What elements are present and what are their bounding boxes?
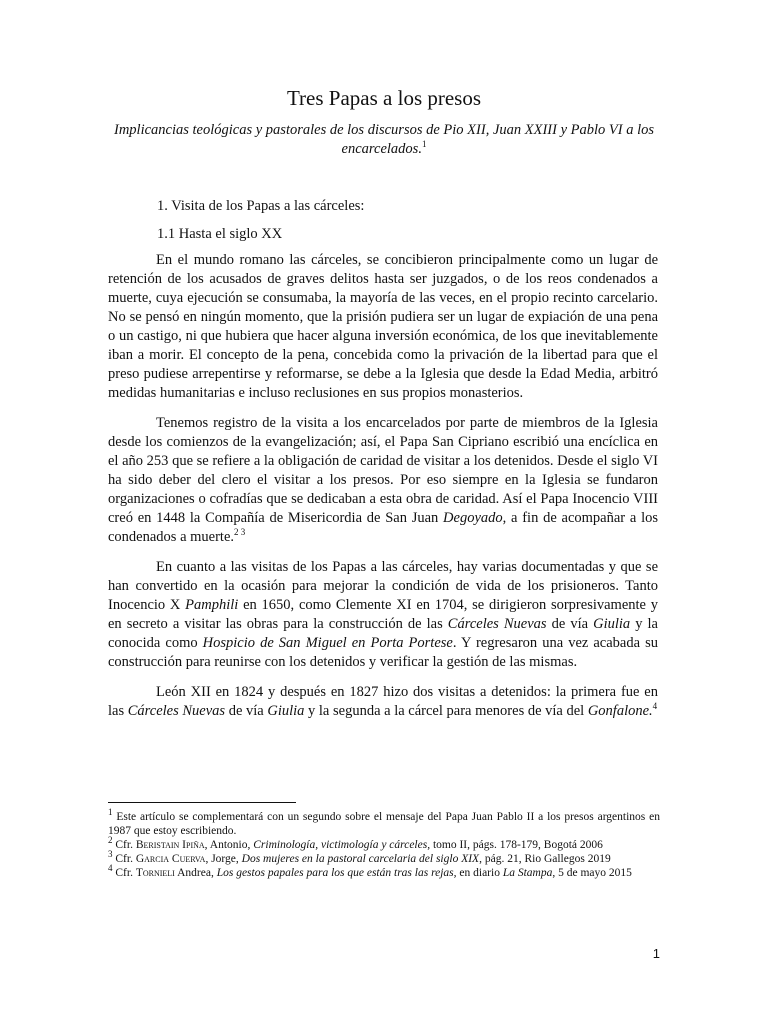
paragraph-3-text: en 1650, como Clemente XI en 1704, se dirigieron sorpresivamente y en secreto a visitar las obras para la construcción de las (108, 597, 658, 632)
page-number: 1 (652, 946, 660, 961)
footnote-2 (108, 835, 660, 852)
body-text (108, 251, 658, 732)
footnote-refs-2-3[interactable]: 2 3 (234, 527, 246, 538)
page-subtitle (108, 121, 660, 159)
footnote-author: Garcia Cuerva (135, 853, 206, 865)
subtitle-text: Implicancias teológicas y pastorales de los discursos de Pio XII, Juan XXIII y Pablo VI a los encarcelados. (113, 122, 655, 157)
footnote-number: 2 (108, 835, 113, 846)
page-title: Tres Papas a los presos (286, 86, 482, 110)
paragraph-2-emphasis: Degoyado (443, 510, 503, 526)
paragraph-2 (108, 414, 658, 547)
footnote-newspaper: La Stampa (502, 867, 553, 879)
footnote-text: Este artículo se complementará con un segundo sobre el mensaje del Papa Juan Pablo II a los presos argentinos en 1987 que estoy escribiendo. (108, 811, 660, 837)
footnote-text: Andrea, (174, 867, 217, 879)
footnote-number: 1 (108, 807, 113, 818)
paragraph-3-emphasis: Cárceles Nuevas (447, 616, 547, 632)
footnote-text: Cfr. (112, 867, 136, 879)
footnote-text: , pág. 21, Rio Gallegos 2019 (479, 853, 611, 865)
paragraph-4-text: y la segunda a la cárcel para menores de vía del (304, 703, 588, 719)
footnote-text: Cfr. (112, 853, 136, 865)
footnote-text: , Antonio, (204, 839, 254, 851)
paragraph-1: En el mundo romano las cárceles, se concibieron principalmente como un lugar de retención de los acusados de graves delitos hasta ser juzgados, o de los reos condenados a muerte, cuya ejecución se consumaba, la mayoría de las veces, en el propio recinto carcelario. No se pensó en ningún momento, que la prisión pudiera ser un lugar de expiación de una pena o un castigo, ni que hubiera que hacer alguna inversión económica, de los que inevitablemente iban a morir. El concepto de la pena, concebida como la privación de la libertad para que el preso pudiese arrepentirse y reformarse, se debe a la Iglesia que desde la Edad Media, arbitró medidas humanitarias e incluso reclusiones en sus propios monasterios. (108, 252, 658, 401)
paragraph-4-emphasis: Giulia (267, 703, 305, 719)
section-heading: 1. Visita de los Papas a las cárceles: (157, 198, 365, 214)
footnote-number: 4 (108, 863, 113, 874)
footnote-text: en diario (456, 867, 503, 879)
paragraph-4-text: León XII en 1824 y después en 1827 hizo dos visitas a detenidos: la primera fue en las (108, 684, 658, 719)
footnote-4 (108, 863, 660, 880)
paragraph-3-text: . Y regresaron una vez acabada su construcción para reunirse con los detenidos y verificar la gestión de las mismas. (108, 635, 658, 670)
paragraph-2-text-end: , a fin de acompañar a los condenados a muerte. (108, 510, 658, 545)
footnote-title: Criminología, victimología y cárceles, (253, 839, 431, 851)
paragraph-4 (108, 683, 658, 721)
footnote-author: Tornieli (135, 867, 175, 879)
footnote-divider (108, 802, 296, 803)
subsection-heading: 1.1 Hasta el siglo XX (157, 226, 283, 242)
footnote-text: tomo II, págs. 178-179, Bogotá 2006 (430, 839, 603, 851)
paragraph-3-emphasis: Giulia (593, 616, 631, 632)
paragraph-4-emphasis: Gonfalone. (587, 703, 653, 719)
footnote-1 (108, 807, 660, 838)
paragraph-4-text: de vía (225, 703, 268, 719)
footnote-author: Beristain Ipiña (135, 839, 205, 851)
footnote-text: , 5 de mayo 2015 (552, 867, 632, 879)
footnote-title: Dos mujeres en la pastoral carcelaria del siglo XIX (241, 853, 480, 865)
footnote-3 (108, 849, 660, 866)
paragraph-2-text: Tenemos registro de la visita a los encarcelados por parte de miembros de la Iglesia desde los comienzos de la evangelización; así, el Papa San Cipriano escribió una encíclica en el año 253 que se refiere a la obligación de caridad de visitar a los detenidos. Desde el siglo VI ha sido deber del clero el visitar a los presos. Por eso siempre en la Iglesia se fundaron organizaciones o cofradías que se dedicaban a esta obra de caridad. Así el Papa Inocencio VIII creó en 1448 la Compañía de Misericordia de San Juan (108, 415, 658, 526)
footnote-number: 3 (108, 849, 113, 860)
footnote-text: Cfr. (112, 839, 136, 851)
footnote-ref-4[interactable]: 4 (652, 701, 658, 712)
paragraph-3-text: de vía (546, 616, 594, 632)
footnote-text: , Jorge, (205, 853, 242, 865)
footnote-title: Los gestos papales para los que están tras las rejas, (216, 867, 457, 879)
paragraph-3-text: y la conocida como (108, 616, 658, 651)
paragraph-4-emphasis: Cárceles Nuevas (127, 703, 226, 719)
paragraph-3-emphasis: Pamphili (185, 597, 239, 613)
paragraph-3 (108, 558, 658, 672)
paragraph-3-text: En cuanto a las visitas de los Papas a las cárceles, hay varias documentadas y que se han convertido en la ocasión para mejorar la condición de vida de los prisioneros. Tanto Inocencio X (108, 559, 658, 613)
footnote-ref-1[interactable]: 1 (421, 139, 427, 150)
footnotes (108, 807, 660, 880)
paragraph-3-emphasis: Hospicio de San Miguel en Porta Portese (202, 635, 453, 651)
